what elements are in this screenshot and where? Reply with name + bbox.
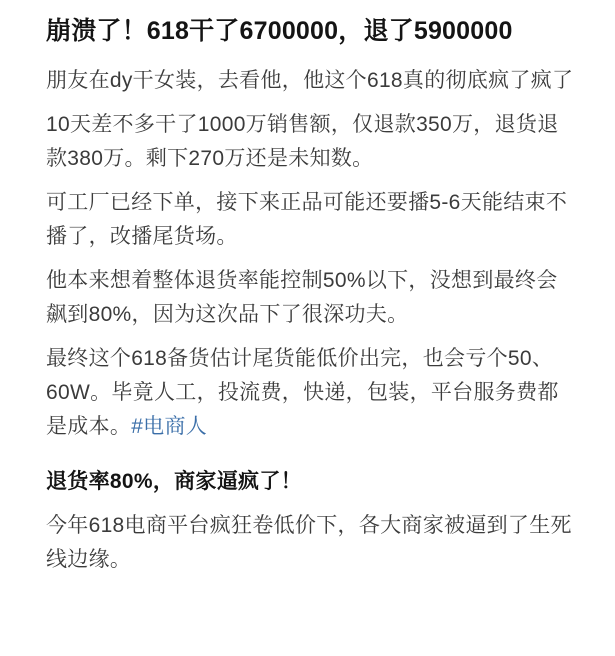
paragraph-5-text: 最终这个618备货估计尾货能低价出完，也会亏个50、60W。毕竟人工，投流费，快递，包装，平台服务费都是成本。 <box>46 346 559 438</box>
paragraph-2: 10天差不多干了1000万销售额，仅退款350万，退货退款380万。剩下270万还是未知数。 <box>46 112 559 170</box>
hashtag-link[interactable]: #电商人 <box>131 414 208 438</box>
paragraph-5 <box>46 342 575 444</box>
paragraph-3: 可工厂已经下单，接下来正品可能还要播5-6天能结束不播了，改播尾货场。 <box>46 190 568 248</box>
page-title: 崩溃了！618干了6700000，退了5900000 <box>46 17 513 45</box>
closing-paragraph: 今年618电商平台疯狂卷低价下，各大商家被逼到了生死线边缘。 <box>46 514 572 572</box>
paragraph-4: 他本来想着整体退货率能控制50%以下，没想到最终会飙到80%，因为这次品下了很深功夫。 <box>46 268 558 326</box>
paragraph-1: 朋友在dy干女装，去看他，他这个618真的彻底疯了疯了 <box>46 68 574 92</box>
section-subheading: 退货率80%，商家逼疯了！ <box>46 469 302 493</box>
